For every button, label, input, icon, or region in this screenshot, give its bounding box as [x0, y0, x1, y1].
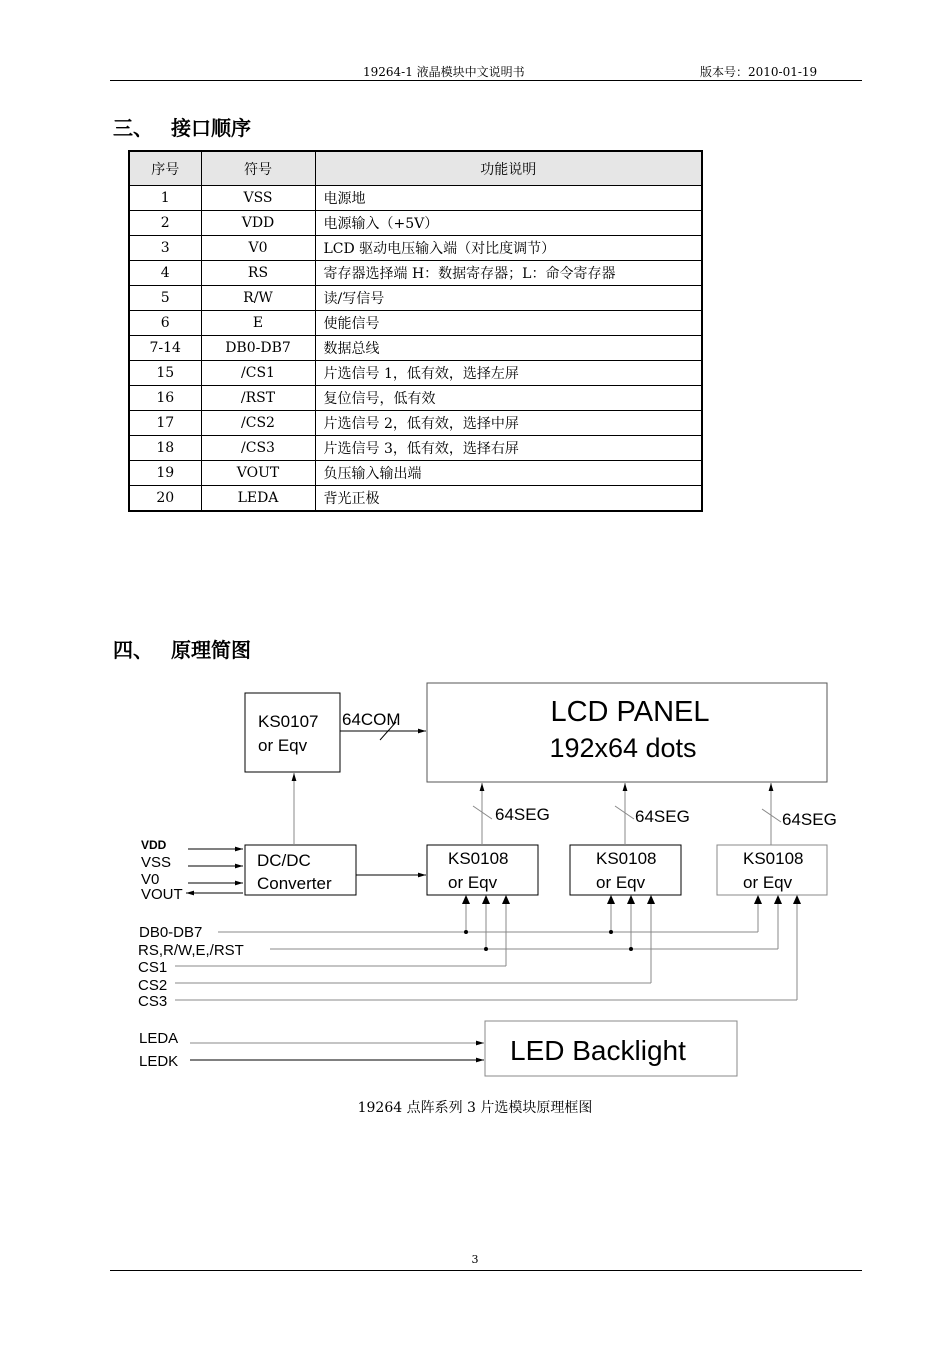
- pin-function-cell: 负压输入输出端: [315, 461, 702, 486]
- ctrl-bus-wiring: [270, 896, 778, 949]
- pin-symbol-cell: /CS1: [201, 361, 315, 386]
- pin-number-cell: 5: [129, 286, 201, 311]
- pin-symbol-cell: /CS2: [201, 411, 315, 436]
- lcd-panel-label: LCD PANEL: [550, 696, 710, 728]
- bus-signal-ctrl: RS,R/W,E,/RST: [138, 942, 244, 959]
- pin-symbol-cell: RS: [201, 261, 315, 286]
- pin-function-cell: 复位信号，低有效: [315, 386, 702, 411]
- junction-dots: [464, 930, 633, 951]
- seg-input-arrows: [462, 895, 801, 904]
- power-pin-vdd: VDD: [141, 838, 167, 852]
- pin-number-cell: 3: [129, 236, 201, 261]
- seg-bus-label: 64SEG: [635, 807, 690, 826]
- pin-symbol-cell: VSS: [201, 186, 315, 211]
- com-driver-sub: or Eqv: [258, 736, 308, 755]
- section-number: 三、: [113, 116, 153, 140]
- com-bus-label: 64COM: [342, 710, 401, 729]
- pin-number-cell: 18: [129, 436, 201, 461]
- col-header-symbol: 符号: [201, 151, 315, 186]
- led-pin-leda: LEDA: [139, 1030, 179, 1047]
- pin-number-cell: 2: [129, 211, 201, 236]
- pin-symbol-cell: LEDA: [201, 486, 315, 512]
- dcdc-sub: Converter: [257, 874, 332, 893]
- page-header-version: 版本号：2010-01-19: [700, 65, 818, 79]
- pin-function-cell: 片选信号 3，低有效，选择右屏: [315, 436, 702, 461]
- pin-function-cell: 电源输入（+5V）: [315, 211, 702, 236]
- pin-function-cell: 电源地: [315, 186, 702, 211]
- com-driver-box: [245, 693, 340, 772]
- pin-function-cell: 数据总线: [315, 336, 702, 361]
- pin-number-cell: 17: [129, 411, 201, 436]
- pin-symbol-cell: VDD: [201, 211, 315, 236]
- pin-function-cell: 使能信号: [315, 311, 702, 336]
- seg-driver-sub: or Eqv: [596, 873, 646, 892]
- pin-symbol-cell: V0: [201, 236, 315, 261]
- seg-bus-label: 64SEG: [495, 805, 550, 824]
- bus-signal-cs3: CS3: [138, 993, 168, 1010]
- bus-signal-db: DB0-DB7: [139, 924, 203, 941]
- power-pin-vss: VSS: [141, 854, 172, 871]
- seg-bus-label: 64SEG: [782, 810, 837, 829]
- dcdc-label: DC/DC: [257, 851, 311, 870]
- page-header-title: 19264-1 液晶模块中文说明书: [363, 65, 525, 79]
- power-pin-vout: VOUT: [141, 886, 183, 903]
- col-header-no: 序号: [129, 151, 201, 186]
- pin-number-cell: 16: [129, 386, 201, 411]
- seg-driver-label: KS0108: [448, 849, 509, 868]
- bus-signal-cs2: CS2: [138, 977, 168, 994]
- pin-function-cell: 背光正极: [315, 486, 702, 512]
- power-pin-v0: V0: [141, 871, 160, 888]
- figure-caption: 19264 点阵系列 3 片选模块原理框图: [357, 1100, 593, 1116]
- pin-function-cell: 读/写信号: [315, 286, 702, 311]
- pin-number-cell: 20: [129, 486, 201, 512]
- pin-number-cell: 6: [129, 311, 201, 336]
- pin-symbol-cell: R/W: [201, 286, 315, 311]
- bus-signal-cs1: CS1: [138, 959, 168, 976]
- pin-symbol-cell: E: [201, 311, 315, 336]
- pin-number-cell: 15: [129, 361, 201, 386]
- seg-driver-sub: or Eqv: [743, 873, 793, 892]
- pin-function-cell: 片选信号 2，低有效，选择中屏: [315, 411, 702, 436]
- seg-driver-label: KS0108: [743, 849, 804, 868]
- seg-driver-sub: or Eqv: [448, 873, 498, 892]
- section-heading: 接口顺序: [171, 116, 251, 140]
- pin-function-cell: 寄存器选择端 H：数据寄存器；L：命令寄存器: [315, 261, 702, 286]
- pin-symbol-cell: DB0-DB7: [201, 336, 315, 361]
- com-driver-label: KS0107: [258, 712, 319, 731]
- pin-number-cell: 4: [129, 261, 201, 286]
- footer-rule: [110, 1270, 862, 1271]
- page-number: 3: [471, 1253, 479, 1266]
- pin-function-cell: LCD 驱动电压输入端（对比度调节）: [315, 236, 702, 261]
- lcd-panel-dots: 192x64 dots: [549, 733, 697, 763]
- pin-symbol-cell: /RST: [201, 386, 315, 411]
- pin-symbol-cell: /CS3: [201, 436, 315, 461]
- section-heading: 原理简图: [171, 638, 251, 662]
- col-header-function: 功能说明: [315, 151, 702, 186]
- pin-symbol-cell: VOUT: [201, 461, 315, 486]
- led-pin-ledk: LEDK: [139, 1053, 179, 1070]
- pin-number-cell: 19: [129, 461, 201, 486]
- seg-driver-label: KS0108: [596, 849, 657, 868]
- pin-number-cell: 7-14: [129, 336, 201, 361]
- backlight-label: LED Backlight: [510, 1035, 686, 1066]
- pin-function-cell: 片选信号 1，低有效，选择左屏: [315, 361, 702, 386]
- pin-number-cell: 1: [129, 186, 201, 211]
- section-number: 四、: [113, 638, 153, 662]
